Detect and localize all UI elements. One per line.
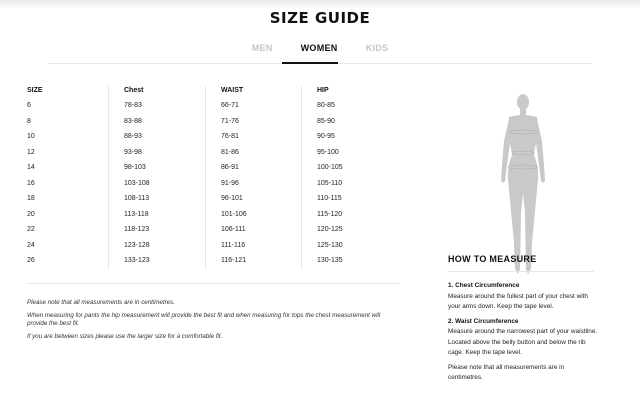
waist-cell: 66-71 — [221, 102, 239, 109]
waist-circumference-text: Measure around the narrowest part of your waistline. Located above the belly button and below the rib cage. Keep the tape level. — [448, 328, 598, 356]
hip-cell: 125-130 — [317, 241, 343, 249]
waist-cell: 86-91 — [221, 164, 239, 171]
waist-cell: 76-81 — [221, 133, 239, 140]
header-hip: HIP — [317, 87, 329, 94]
hip-cell: 95-100 — [317, 148, 339, 156]
hip-cell: 85-90 — [317, 117, 335, 125]
chest-cell: 118-123 — [124, 226, 150, 233]
how-to-measure-body — [448, 281, 598, 388]
size-cell: 14 — [27, 164, 35, 171]
chest-cell: 113-118 — [124, 210, 149, 218]
size-notes — [27, 299, 387, 345]
column-divider — [301, 86, 302, 270]
size-cell: 12 — [27, 148, 35, 156]
waist-cell: 81-86 — [221, 148, 239, 156]
size-cell: 26 — [27, 257, 35, 264]
chest-cell: 83-88 — [124, 117, 142, 125]
size-cell: 10 — [27, 133, 35, 140]
top-shadow — [0, 0, 640, 9]
chest-cell: 123-128 — [124, 241, 150, 249]
active-tab-underline — [282, 62, 338, 64]
hip-cell: 110-115 — [317, 195, 342, 202]
waist-cell: 71-76 — [221, 117, 239, 125]
note-best-fit: When measuring for pants the hip measurement will provide the best fit and when measuring for tops the chest measurement will provide the best fit. — [27, 311, 381, 327]
chest-cell: 108-113 — [124, 195, 150, 202]
note-centimetres: Please note that all measurements are in centimetres. — [27, 299, 175, 306]
chest-circumference-title: 1. Chest Circumference — [448, 282, 520, 289]
size-cell: 18 — [27, 195, 35, 202]
tab-kids[interactable]: KIDS — [365, 43, 389, 53]
waist-cell: 96-101 — [221, 195, 243, 202]
size-cell: 20 — [27, 210, 35, 218]
chest-cell: 98-103 — [124, 164, 146, 171]
chest-cell: 93-98 — [124, 148, 142, 156]
chest-cell: 133-123 — [124, 257, 150, 264]
hip-cell: 105-110 — [317, 179, 343, 187]
hip-cell: 120-125 — [317, 226, 343, 233]
hip-cell: 90-95 — [317, 133, 335, 140]
tab-women[interactable]: WOMEN — [300, 43, 338, 53]
female-body-silhouette-icon — [495, 93, 551, 279]
column-divider — [205, 86, 206, 270]
waist-circumference-title: 2. Waist Circumference — [448, 317, 519, 325]
note-between-sizes: If you are between sizes please use the larger size for a comfortable fit. — [27, 332, 223, 340]
table-footer-divider — [27, 283, 399, 284]
hip-cell: 130-135 — [317, 257, 343, 264]
size-cell: 22 — [27, 226, 35, 233]
how-to-measure-section — [448, 254, 598, 264]
chest-cell: 88-93 — [124, 133, 142, 140]
hip-cell: 115-120 — [317, 210, 343, 218]
chest-circumference-text: Measure around the fullest part of your chest with your arms down. Keep the tape level. — [448, 292, 588, 310]
size-cell: 6 — [27, 102, 31, 109]
header-size: SIZE — [27, 87, 43, 94]
tab-men[interactable]: MEN — [251, 43, 273, 53]
waist-cell: 111-116 — [221, 241, 246, 249]
waist-cell: 91-96 — [221, 179, 239, 187]
header-chest: Chest — [124, 87, 144, 94]
size-cell: 8 — [27, 117, 31, 125]
waist-cell: 116-121 — [221, 257, 247, 264]
column-divider — [108, 86, 109, 270]
page-title: SIZE GUIDE — [269, 9, 371, 27]
how-to-measure-title: HOW TO MEASURE — [448, 254, 537, 264]
chest-cell: 78-83 — [124, 102, 142, 109]
header-waist: WAIST — [221, 87, 244, 94]
measure-centimetres-note: Please note that all measurements are in centimetres. — [448, 363, 565, 381]
hip-cell: 100-105 — [317, 164, 343, 171]
how-to-measure-divider — [448, 271, 594, 272]
size-cell: 24 — [27, 241, 35, 249]
size-cell: 16 — [27, 179, 35, 187]
waist-cell: 106-111 — [221, 226, 246, 233]
hip-cell: 80-85 — [317, 102, 335, 109]
gender-tabs — [0, 43, 640, 63]
chest-cell: 103-108 — [124, 179, 150, 187]
waist-cell: 101-106 — [221, 210, 247, 218]
